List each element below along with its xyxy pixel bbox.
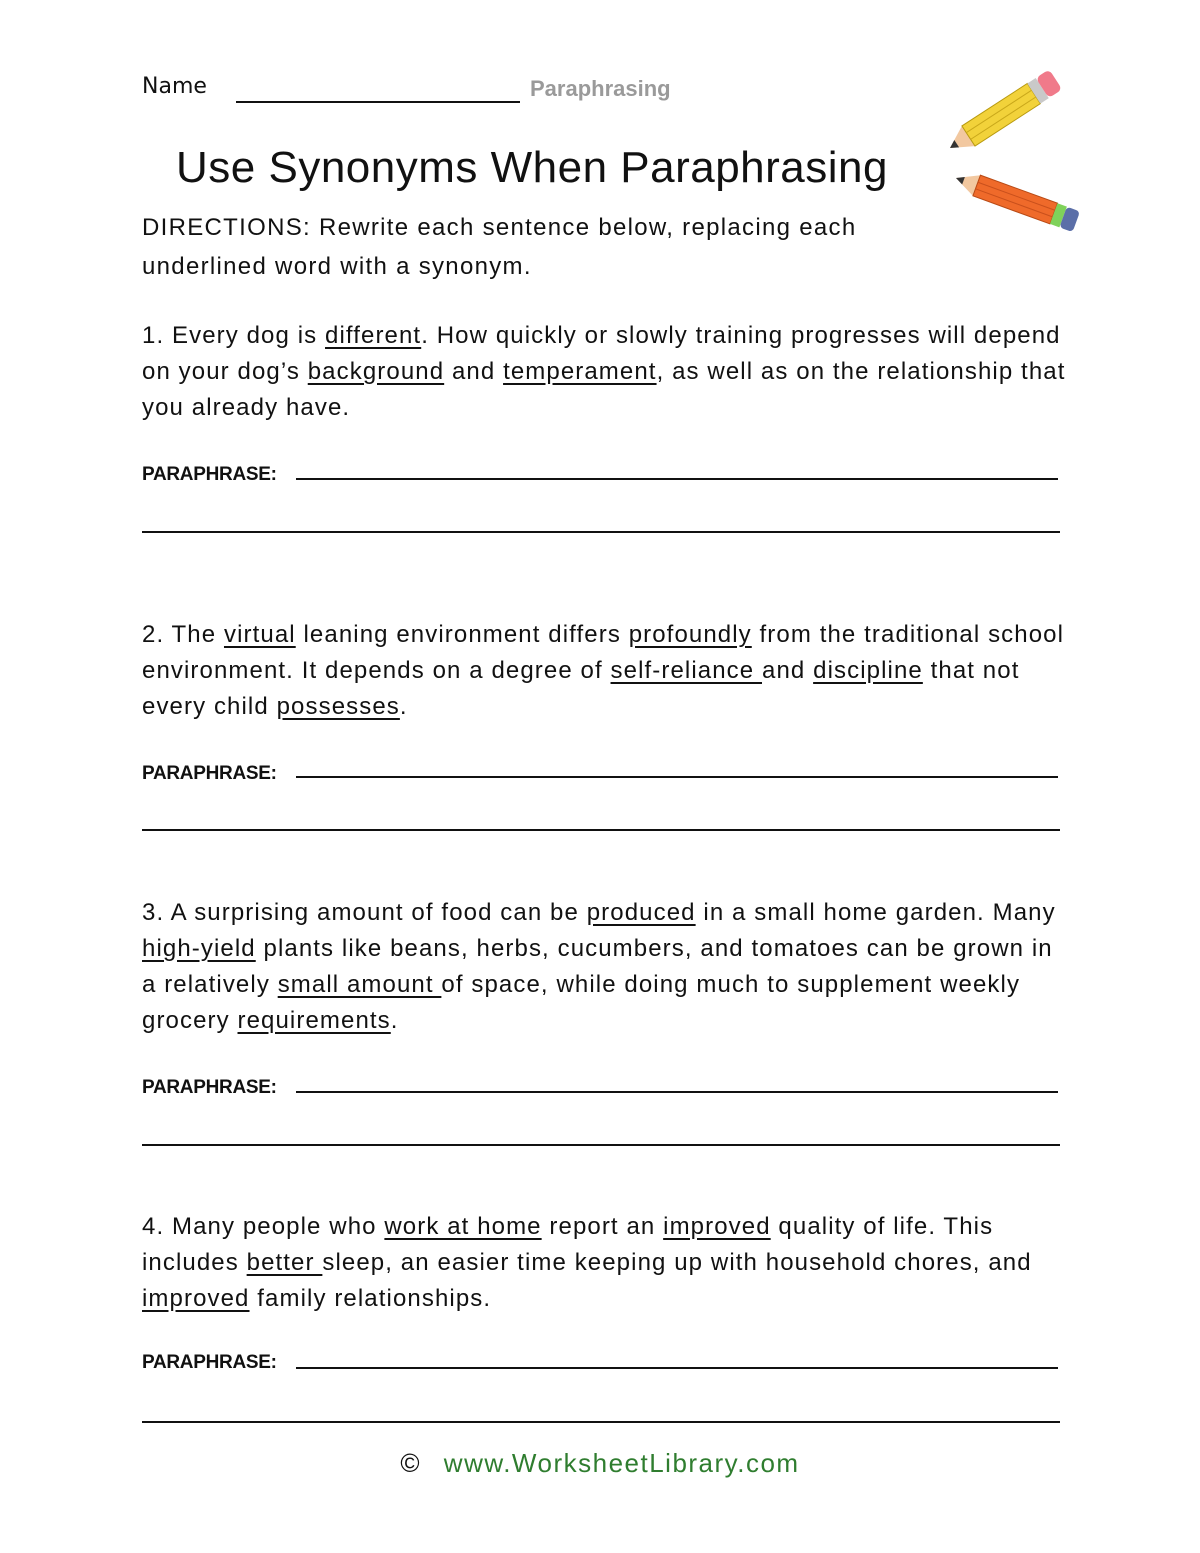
- paraphrase-label-2: PARAPHRASE:: [142, 763, 277, 784]
- question-text: of space, while doing much to supplement weekly grocery: [142, 971, 1021, 1034]
- underlined-word: improved: [142, 1285, 250, 1312]
- question-text: in a small home garden. Many: [695, 899, 1056, 926]
- question-text: quality of life. This includes: [142, 1213, 994, 1276]
- underlined-word: produced: [586, 899, 696, 926]
- question-text: . How quickly or slowly training progresses will depend on your dog’s: [142, 322, 1061, 385]
- paraphrase-label-3: PARAPHRASE:: [142, 1077, 277, 1098]
- name-label: Name: [142, 74, 207, 99]
- question-text: 4. Many people who: [142, 1213, 385, 1240]
- question-text: , as well as on the relationship that you already have.: [142, 358, 1066, 421]
- question-text: leaning environment differs: [295, 621, 629, 648]
- paraphrase-label-4: PARAPHRASE:: [142, 1352, 277, 1373]
- question-text: family relationships.: [249, 1285, 492, 1312]
- paraphrase-line-4a[interactable]: [296, 1367, 1058, 1369]
- question-text: from the traditional school environment. It depends on a degree of: [142, 621, 1065, 684]
- question-text: .: [399, 693, 408, 720]
- underlined-word: small amount: [277, 971, 442, 998]
- paraphrase-line-3a[interactable]: [296, 1091, 1058, 1093]
- footer: [0, 1448, 1200, 1479]
- question-text: sleep, an easier time keeping up with household chores, and: [322, 1249, 1032, 1276]
- question-2: [142, 617, 1072, 725]
- question-3: [142, 895, 1072, 1039]
- name-input-line[interactable]: [236, 101, 520, 103]
- question-4: [142, 1209, 1072, 1317]
- question-text: plants like beans, herbs, cucumbers, and tomatoes can be grown in a relatively: [142, 935, 1053, 998]
- orange-pencil-icon: [952, 168, 1080, 232]
- question-text: 1. Every dog is: [142, 322, 326, 349]
- directions-text: DIRECTIONS: Rewrite each sentence below, replacing each underlined word with a synonym.: [142, 214, 857, 280]
- question-text: and: [444, 358, 504, 385]
- question-text: 3. A surprising amount of food can be: [142, 899, 587, 926]
- worksheet-title: Use Synonyms When Paraphrasing: [176, 143, 888, 192]
- pencils-illustration: [940, 66, 1120, 236]
- underlined-word: discipline: [813, 657, 923, 684]
- underlined-word: self-reliance: [610, 657, 762, 684]
- paraphrase-line-2a[interactable]: [296, 776, 1058, 778]
- underlined-word: background: [307, 358, 445, 385]
- paraphrase-line-4b[interactable]: [142, 1421, 1060, 1423]
- paraphrase-line-3b[interactable]: [142, 1144, 1060, 1146]
- footer-url-link[interactable]: www.WorksheetLibrary.com: [443, 1448, 800, 1478]
- worksheet-subject: Paraphrasing: [530, 76, 671, 101]
- copyright-symbol: ©: [400, 1448, 422, 1478]
- underlined-word: different: [325, 322, 422, 349]
- underlined-word: high-yield: [142, 935, 256, 962]
- paraphrase-line-1a[interactable]: [296, 478, 1058, 480]
- underlined-word: improved: [663, 1213, 771, 1240]
- underlined-word: better: [246, 1249, 323, 1276]
- question-text: and: [762, 657, 814, 684]
- underlined-word: possesses: [276, 693, 400, 720]
- question-text: 2. The: [142, 621, 224, 648]
- underlined-word: virtual: [223, 621, 296, 648]
- question-text: report an: [541, 1213, 664, 1240]
- underlined-word: profoundly: [628, 621, 752, 648]
- paraphrase-line-2b[interactable]: [142, 829, 1060, 831]
- question-1: [142, 318, 1072, 426]
- paraphrase-line-1b[interactable]: [142, 531, 1060, 533]
- underlined-word: requirements: [237, 1007, 391, 1034]
- question-text: that not every child: [142, 657, 1020, 720]
- underlined-word: temperament: [503, 358, 657, 385]
- question-text: .: [390, 1007, 399, 1034]
- yellow-pencil-icon: [943, 69, 1062, 158]
- paraphrase-label-1: PARAPHRASE:: [142, 464, 277, 485]
- underlined-word: work at home: [384, 1213, 542, 1240]
